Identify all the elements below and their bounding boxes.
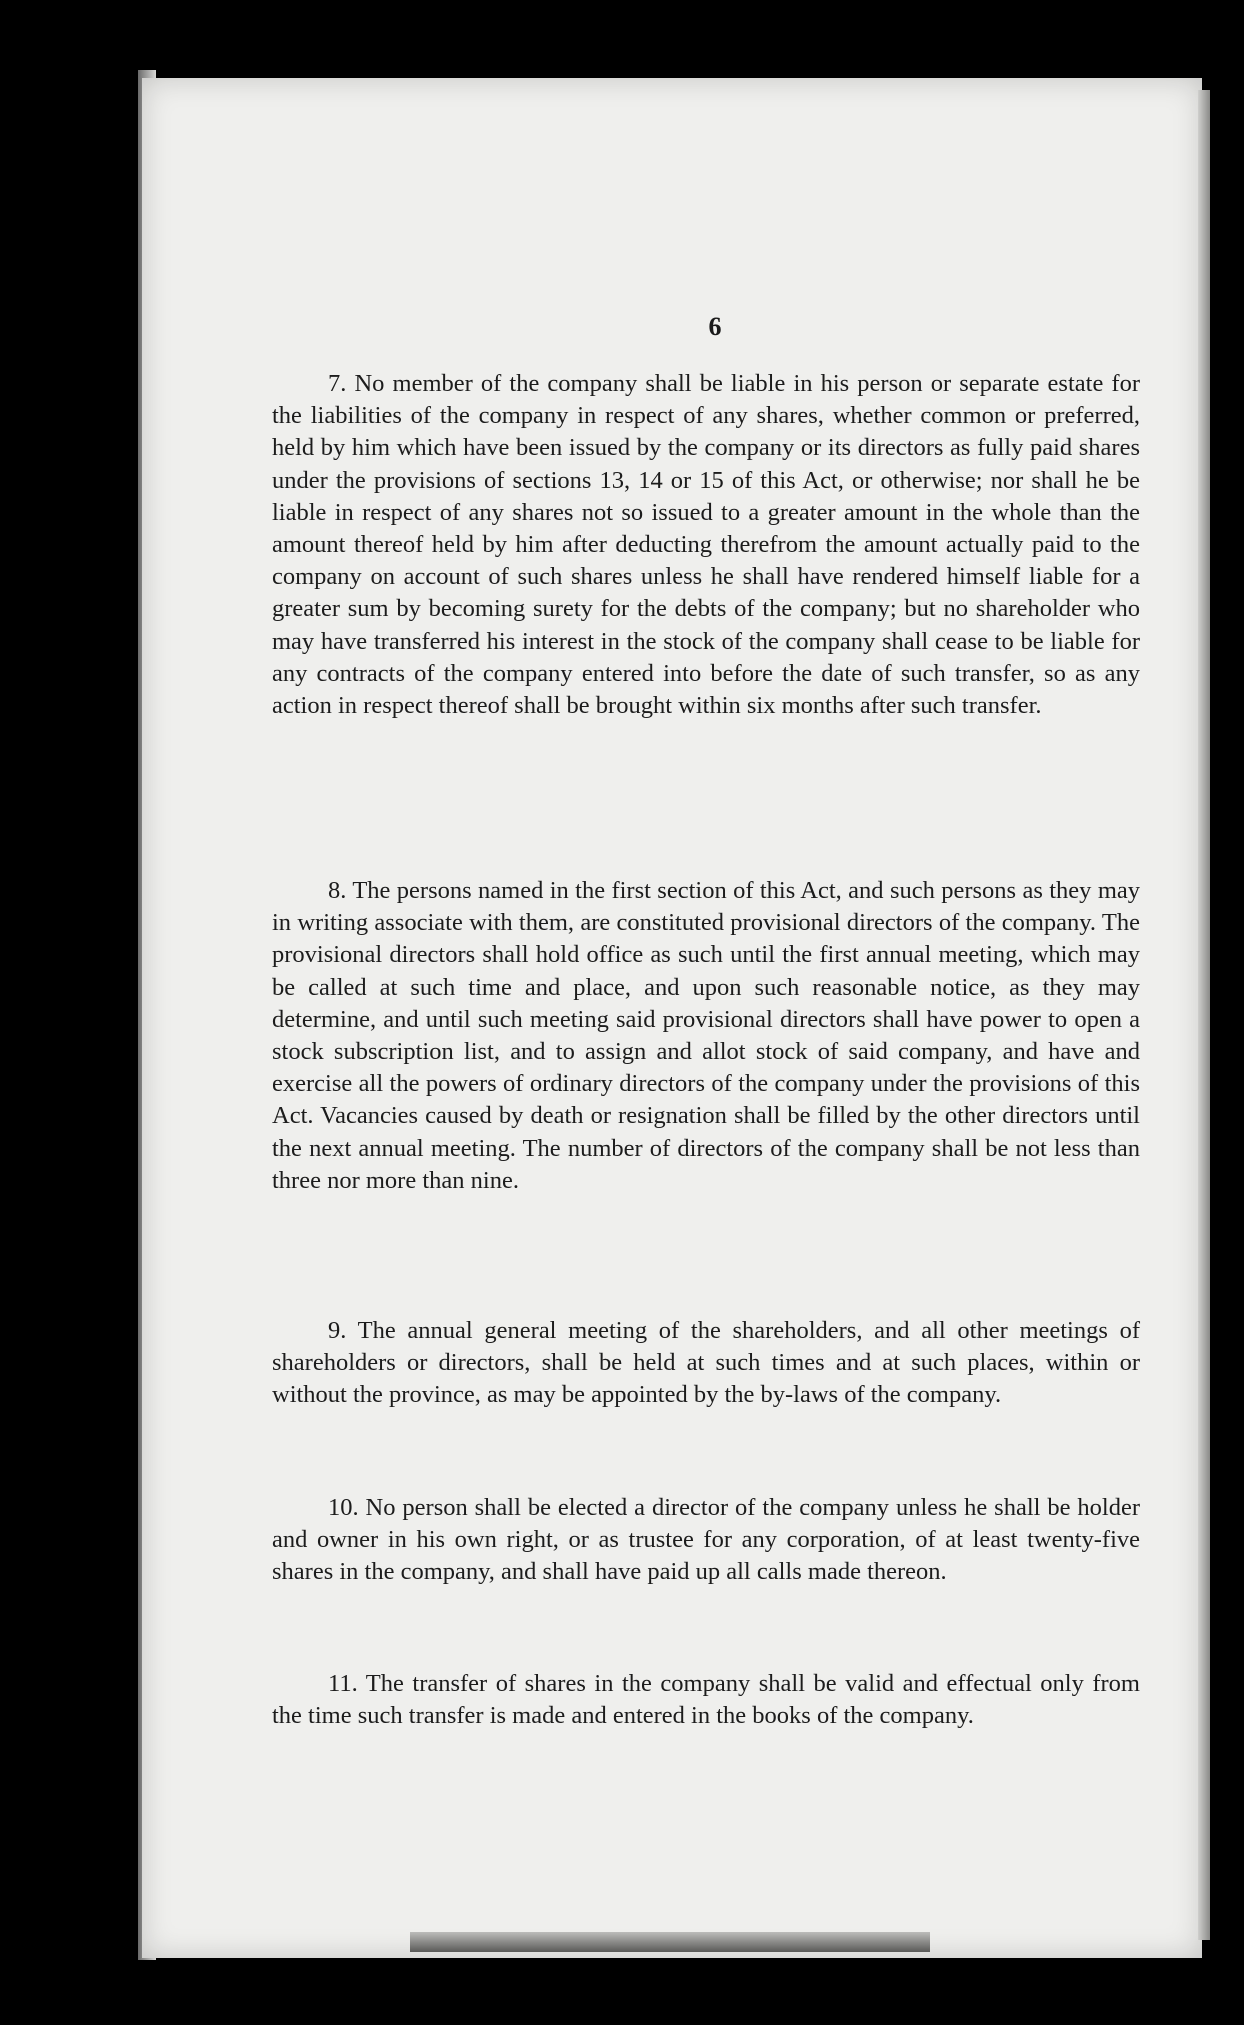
page-right-edge <box>1198 90 1210 1940</box>
section-10-paragraph: 10. No person shall be elected a director of the company unless he shall be holder and owner in his own right, or as trustee for any corporation, of at least twenty-five shares in the company, and shall have paid up all calls made thereon. <box>272 1494 1140 1586</box>
page-number: 6 <box>708 312 722 341</box>
section-9-block <box>272 1315 1140 1412</box>
section-9-paragraph: 9. The annual general meeting of the shareholders, and all other meetings of shareholders or directors, shall be held at such times and at such places, within or without the province, as may be appointed by the by-laws of the company. <box>272 1317 1140 1409</box>
section-8-paragraph: 8. The persons named in the first section of this Act, and such persons as they may in writing associate with them, are constituted provisional directors of the company. The provisional directors shall hold office as such until the first annual meeting, which may be called at such time and place, and upon such reasonable notice, as they may determine, and until such meeting said provisional directors shall have power to open a stock subscription list, and to assign and allot stock of said company, and have and exercise all the powers of ordinary directors of the company under the provisions of this Act. Vacancies caused by death or resignation shall be filled by the other directors until the next annual meeting. The number of directors of the company shall be not less than three nor more than nine. <box>272 877 1140 1194</box>
section-10-block <box>272 1492 1140 1589</box>
section-11-block <box>272 1668 1140 1732</box>
section-7-paragraph: 7. No member of the company shall be liable in his person or separate estate for the liabilities of the company in respect of any shares, whether common or preferred, held by him which have been issued by the company or its directors as fully paid shares under the provisions of sections 13, 14 or 15 of this Act, or otherwise; nor shall he be liable in respect of any shares not so issued to a greater amount in the whole than the amount thereof held by him after deducting therefrom the amount actually paid to the company on account of such shares unless he shall have rendered himself liable for a greater sum by becoming surety for the debts of the company; but no shareholder who may have transferred his interest in the stock of the company shall cease to be liable for any contracts of the company entered into before the date of such transfer, so as any action in respect thereof shall be brought within six months after such transfer. <box>272 370 1140 720</box>
page-bottom-strip <box>410 1932 930 1952</box>
section-8-block <box>272 875 1140 1197</box>
section-7-block <box>272 368 1140 722</box>
section-11-paragraph: 11. The transfer of shares in the company shall be valid and effectual only from the time such transfer is made and entered in the books of the company. <box>272 1670 1140 1730</box>
